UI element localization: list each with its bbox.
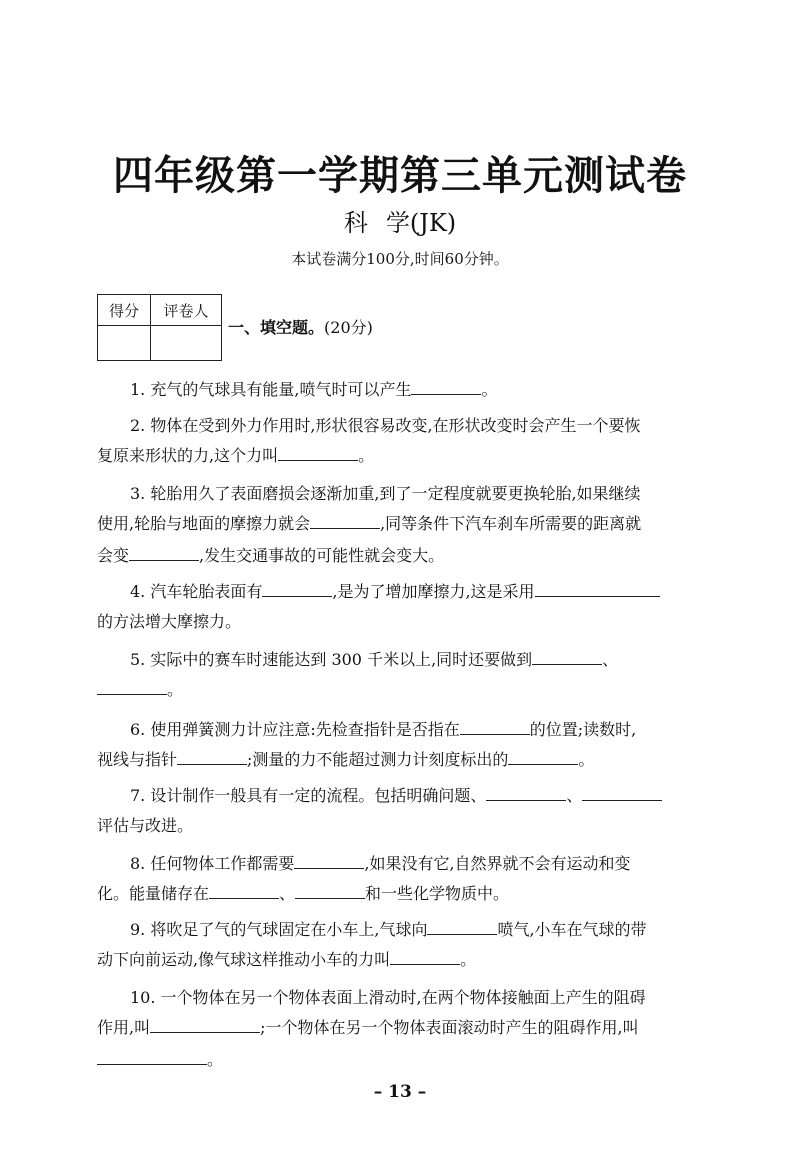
q2-blank[interactable]	[278, 442, 358, 461]
q5-sep: 、	[602, 650, 619, 669]
question-9-line-2	[97, 942, 737, 978]
q10-blank-2[interactable]	[97, 1046, 207, 1065]
q7-sep: 、	[566, 786, 583, 805]
q5-end: 。	[167, 680, 184, 699]
q10-text-b: ;一个物体在另一个物体表面滚动时产生的阻碍作用,叫	[260, 1018, 639, 1037]
q6-text-d: ;测量的力不能超过测力计刻度标出的	[247, 750, 509, 769]
question-10-line-2	[97, 1010, 737, 1046]
q9-blank-2[interactable]	[390, 946, 460, 965]
question-10-line-3	[97, 1042, 737, 1078]
subject-char-1: 科	[343, 209, 386, 237]
q4-text-b: ,是为了增加摩擦力,这是采用	[332, 582, 535, 601]
q6-blank-2[interactable]	[177, 746, 247, 765]
q6-end: 。	[578, 750, 595, 769]
q7-text: 7. 设计制作一般具有一定的流程。包括明确问题、	[130, 786, 487, 805]
q3-blank-2[interactable]	[129, 542, 199, 561]
q9-blank-1[interactable]	[427, 916, 497, 935]
subject-label	[0, 207, 800, 239]
q5-text: 5. 实际中的赛车时速能达到 300 千米以上,同时还要做到	[130, 650, 533, 669]
section-title: 一、填空题。	[228, 318, 325, 337]
q6-blank-1[interactable]	[460, 716, 530, 735]
question-5-line-2	[97, 672, 737, 708]
question-2-line-2	[97, 438, 737, 474]
q6-blank-3[interactable]	[508, 746, 578, 765]
section-points: (20分)	[324, 318, 373, 337]
q6-text-b: 的位置;读数时,	[529, 720, 637, 739]
q6-text-a: 6. 使用弹簧测力计应注意:先检查指针是否指在	[130, 720, 460, 739]
q4-blank-2[interactable]	[535, 578, 660, 597]
q1-text: 1. 充气的气球具有能量,喷气时可以产生	[130, 380, 412, 399]
q8-text-a: 8. 任何物体工作都需要	[130, 854, 295, 873]
q4-blank-1[interactable]	[262, 578, 332, 597]
page-number: – 13 –	[373, 1082, 427, 1102]
section-heading	[228, 316, 373, 340]
subject-char-2: 学(JK)	[385, 209, 457, 237]
question-7-line-2: 评估与改进。	[97, 816, 194, 835]
q8-blank-3[interactable]	[295, 880, 365, 899]
question-3-line-1: 3. 轮胎用久了表面磨损会逐渐加重,到了一定程度就要更换轮胎,如果继续	[130, 484, 641, 503]
score-cell	[98, 326, 151, 361]
q1-end: 。	[481, 380, 498, 399]
question-2-line-1: 2. 物体在受到外力作用时,形状很容易改变,在形状改变时会产生一个要恢	[130, 416, 641, 435]
exam-note: 本试卷满分100分,时间60分钟。	[291, 250, 509, 268]
q5-blank-2[interactable]	[97, 676, 167, 695]
q7-blank-1[interactable]	[486, 782, 566, 801]
exam-title: 四年级第一学期第三单元测试卷	[113, 153, 687, 199]
q6-text-c: 视线与指针	[97, 750, 178, 769]
q4-text-a: 4. 汽车轮胎表面有	[130, 582, 263, 601]
q5-blank-1[interactable]	[532, 646, 602, 665]
q8-sep: 、	[279, 884, 296, 903]
q9-end: 。	[460, 950, 477, 969]
q3-text-a: 使用,轮胎与地面的摩擦力就会	[97, 514, 311, 533]
question-3-line-3	[97, 538, 737, 574]
grader-cell	[151, 326, 222, 361]
q1-blank[interactable]	[411, 376, 481, 395]
q2-end: 。	[358, 446, 375, 465]
question-4-line-2: 的方法增大摩擦力。	[97, 612, 242, 631]
score-table	[97, 294, 222, 361]
q10-end: 。	[207, 1050, 224, 1069]
q8-text-e: 和一些化学物质中。	[365, 884, 510, 903]
q2-text: 复原来形状的力,这个力叫	[97, 446, 279, 465]
question-1	[97, 372, 770, 408]
question-8-line-2	[97, 876, 737, 912]
q9-text-c: 动下向前运动,像气球这样推动小车的力叫	[97, 950, 391, 969]
q8-text-c: 化。能量储存在	[97, 884, 210, 903]
grader-header: 评卷人	[151, 295, 222, 326]
q9-text-b: 喷气,小车在气球的带	[497, 920, 647, 939]
q8-text-b: ,如果没有它,自然界就不会有运动和变	[364, 854, 631, 873]
q9-text-a: 9. 将吹足了气的气球固定在小车上,气球向	[130, 920, 428, 939]
q3-blank-1[interactable]	[310, 510, 380, 529]
q10-text-a: 作用,叫	[97, 1018, 151, 1037]
q3-text-b: ,同等条件下汽车刹车所需要的距离就	[380, 514, 642, 533]
q7-blank-2[interactable]	[582, 782, 662, 801]
q8-blank-2[interactable]	[209, 880, 279, 899]
q3-text-c: 会变	[97, 546, 130, 565]
q3-text-d: ,发生交通事故的可能性就会变大。	[199, 546, 445, 565]
q10-blank-1[interactable]	[150, 1014, 260, 1033]
question-10-line-1: 10. 一个物体在另一个物体表面上滑动时,在两个物体接触面上产生的阻碍	[130, 988, 646, 1007]
q8-blank-1[interactable]	[294, 850, 364, 869]
score-header: 得分	[98, 295, 151, 326]
question-3-line-2	[97, 506, 737, 542]
question-6-line-2	[97, 742, 737, 778]
